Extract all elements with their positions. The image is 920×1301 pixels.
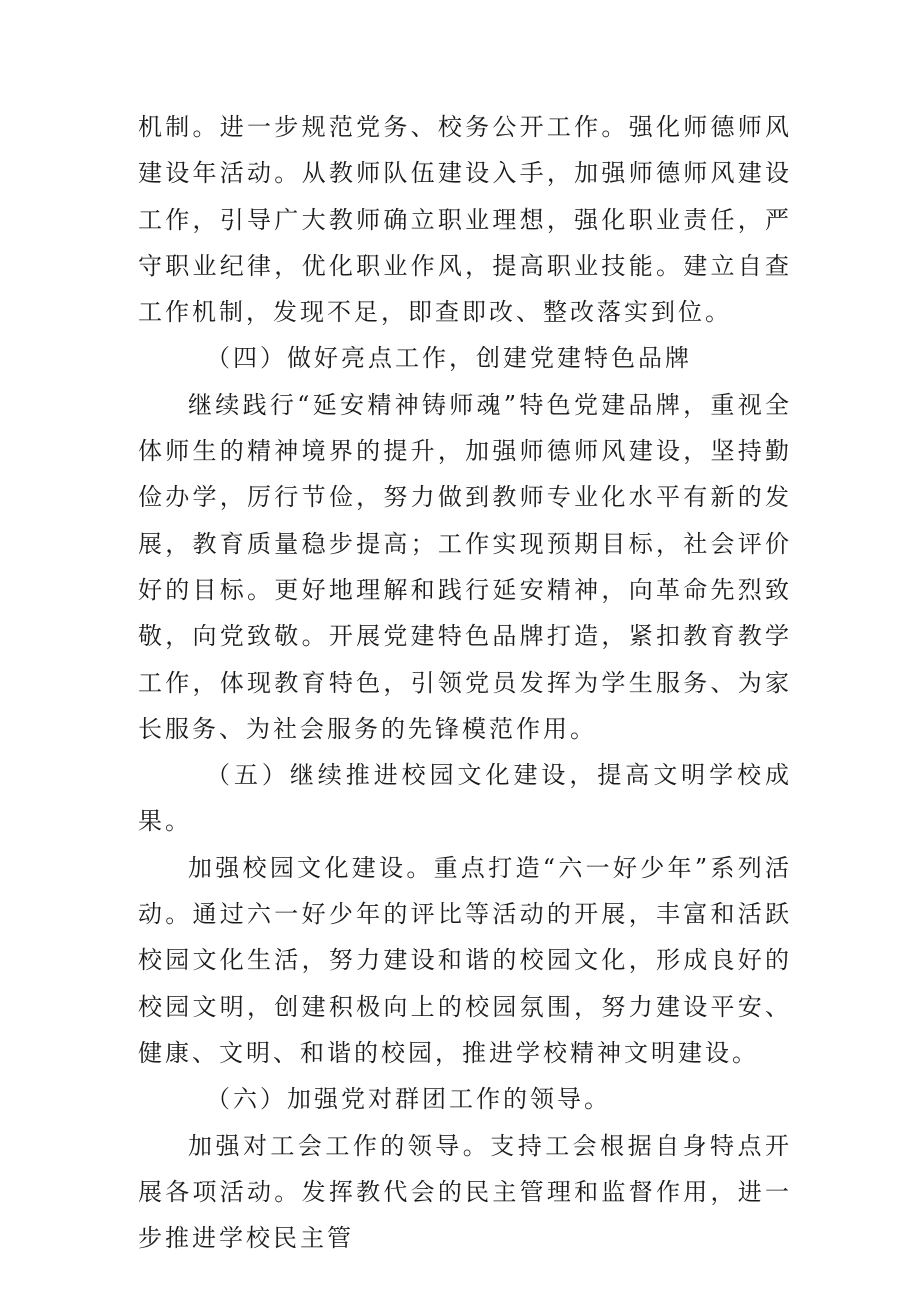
paragraph-teacher-ethics-continued: 机制。进一步规范党务、校务公开工作。强化师德师风建设年活动。从教师队伍建设入手，加强师德师风建设工作，引导广大教师确立职业理想，强化职业责任，严守职业纪律，优化职业作风，提高职业技能。建立自查工作机制，发现不足，即查即改、整改落实到位。 — [138, 113, 792, 327]
section-heading-4: （四）做好亮点工作，创建党建特色品牌 — [206, 344, 692, 373]
section-heading-5: （五）继续推进校园文化建设，提高文明学校成果。 — [138, 761, 792, 836]
paragraph-union-work: 加强对工会工作的领导。支持工会根据自身特点开展各项活动。发挥教代会的民主管理和监督作用，进一步推进学校民主管 — [138, 1131, 792, 1253]
paragraph-party-brand: 继续践行“延安精神铸师魂”特色党建品牌，重视全体师生的精神境界的提升，加强师德师风建设，坚持勤俭办学，厉行节俭，努力做到教师专业化水平有新的发展，教育质量稳步提高；工作实现预期目标，社会评价好的目标。更好地理解和践行延安精神，向革命先烈致敬，向党致敬。开展党建特色品牌打造，紧扣教育教学工作，体现教育特色，引领党员发挥为学生服务、为家长服务、为社会服务的先锋模范作用。 — [138, 390, 792, 743]
paragraph-campus-culture: 加强校园文化建设。重点打造“六一好少年”系列活动。通过六一好少年的评比等活动的开展，丰富和活跃校园文化生活，努力建设和谐的校园文化，形成良好的校园文明，创建积极向上的校园氛围，努力建设平安、健康、文明、和谐的校园，推进学校精神文明建设。 — [138, 853, 792, 1067]
section-heading-6: （六）加强党对群团工作的领导。 — [206, 1085, 611, 1114]
